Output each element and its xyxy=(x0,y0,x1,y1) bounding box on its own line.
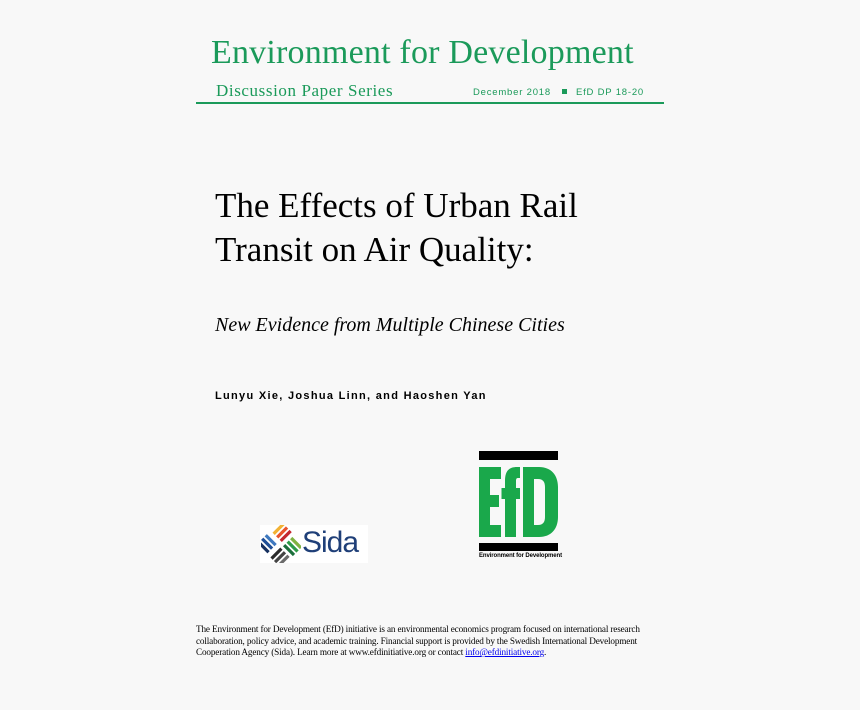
separator-square-icon xyxy=(562,89,567,94)
efd-top-bar xyxy=(479,451,558,460)
paper-id: EfD DP 18-20 xyxy=(575,87,644,98)
subheader-rule xyxy=(196,80,664,104)
series-title: Environment for Development xyxy=(211,34,634,71)
efd-letters-icon xyxy=(479,467,558,537)
contact-email-link[interactable]: info@efdinitiative.org xyxy=(465,647,545,658)
paper-meta xyxy=(473,87,644,98)
sida-logo xyxy=(260,525,368,563)
sida-wordmark: Sida xyxy=(302,526,359,559)
paper-title-line-2: Transit on Air Quality: xyxy=(215,230,534,269)
efd-logo xyxy=(479,451,562,563)
paper-subtitle: New Evidence from Multiple Chinese Cities xyxy=(215,314,565,336)
efd-bottom-bar xyxy=(479,543,558,551)
footer-note xyxy=(196,624,666,659)
series-type-label: Discussion Paper Series xyxy=(216,81,394,100)
efd-tagline: Environment for Development xyxy=(479,553,562,559)
author-list: Lunyu Xie, Joshua Linn, and Haoshen Yan xyxy=(215,390,487,402)
paper-date: December 2018 xyxy=(472,87,551,98)
footer-period: . xyxy=(544,647,547,658)
footer-text: The Environment for Development (EfD) initiative is an environmental economics program focused on international research collaboration, policy advice, and academic training. Financial support is provided by the Swedish International Development Cooperation Agency (Sida). Learn more at www.efdinitiative.org or contact xyxy=(196,624,640,658)
sida-emblem-icon xyxy=(261,525,301,563)
paper-title-line-1: The Effects of Urban Rail xyxy=(215,186,578,225)
paper-title xyxy=(215,184,578,272)
